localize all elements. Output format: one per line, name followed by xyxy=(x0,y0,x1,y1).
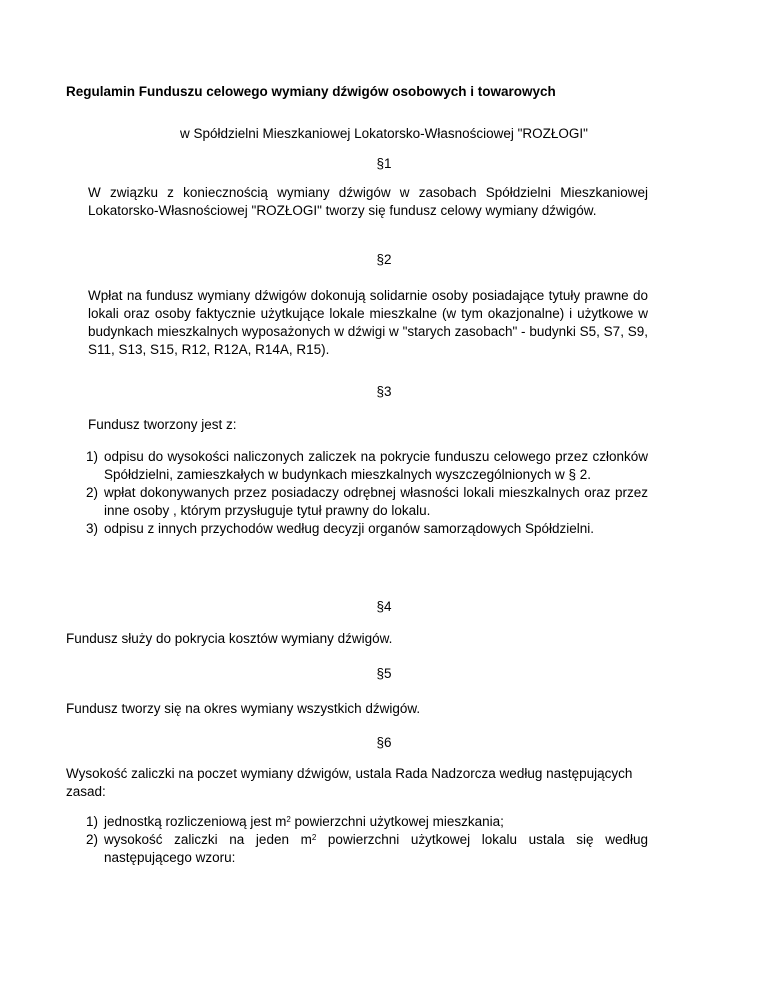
document-title: Regulamin Funduszu celowego wymiany dźwigów osobowych i towarowych xyxy=(66,84,556,99)
section-2-heading: §2 xyxy=(376,252,392,267)
section-4-text: Fundusz służy do pokrycia kosztów wymiany dźwigów. xyxy=(66,631,393,646)
list-item xyxy=(88,813,648,831)
section-6-list xyxy=(88,813,648,867)
list-item-number: 1) xyxy=(86,814,99,829)
list-item-text: odpisu z innych przychodów według decyzji organów samorządowych Spółdzielni. xyxy=(104,521,595,536)
superscript: 2 xyxy=(286,815,291,824)
list-item-number: 2) xyxy=(86,832,99,847)
section-4-heading: §4 xyxy=(376,599,392,614)
list-item-number: 1) xyxy=(86,449,99,464)
list-item-text: jednostką rozliczeniową jest $m^2$ powierzchni użytkowej mieszkania; xyxy=(104,814,504,829)
superscript: 2 xyxy=(311,833,317,842)
section-1-heading: §1 xyxy=(376,156,392,171)
list-item-number: 2) xyxy=(86,485,99,500)
list-item xyxy=(88,831,648,867)
document-subtitle: w Spółdzielni Mieszkaniowej Lokatorsko-Własnościowej "ROZŁOGI" xyxy=(180,126,588,141)
section-5-text: Fundusz tworzy się na okres wymiany wszystkich dźwigów. xyxy=(66,701,421,716)
section-2-text: Wpłat na fundusz wymiany dźwigów dokonują solidarnie osoby posiadające tytuły prawne do lokali oraz osoby faktycznie użytkujące lokale mieszkalne (w tym okazjonalne) i użytkowe w budynkach mieszkalnych wyposażonych w dźwigi w "starych zasobach" - budynki S5, S7, S9, S11, S13, S15, R12, R12A, R14A, R15). xyxy=(88,288,648,357)
section-3-list xyxy=(88,448,648,538)
list-item-text: wpłat dokonywanych przez posiadaczy odrębnej własności lokali mieszkalnych oraz przez inne osoby , którym przysługuje tytuł prawny do lokalu. xyxy=(104,485,648,518)
section-6-text: Wysokość zaliczki na poczet wymiany dźwigów, ustala Rada Nadzorcza według następujących zasad: xyxy=(66,766,633,799)
list-item-text: odpisu do wysokości naliczonych zaliczek na pokrycie funduszu celowego przez członków Spółdzielni, zamieszkałych w budynkach mieszkalnych wyszczególnionych w § 2. xyxy=(104,449,648,482)
section-1-text: W związku z koniecznością wymiany dźwigów w zasobach Spółdzielni Mieszkaniowej Lokatorsko-Własnościowej "ROZŁOGI" tworzy się fundusz celowy wymiany dźwigów. xyxy=(88,185,648,218)
section-6-heading: §6 xyxy=(376,735,392,750)
section-3-heading: §3 xyxy=(376,384,392,399)
list-item xyxy=(88,448,648,484)
list-item xyxy=(88,520,648,538)
section-3-intro: Fundusz tworzony jest z: xyxy=(88,417,237,432)
list-item-text: wysokość zaliczki na jeden $m^2$ powierzchni użytkowej lokalu ustala się według następującego wzoru: xyxy=(104,832,648,865)
list-item xyxy=(88,484,648,520)
section-5-heading: §5 xyxy=(376,666,392,681)
list-item-number: 3) xyxy=(86,521,99,536)
